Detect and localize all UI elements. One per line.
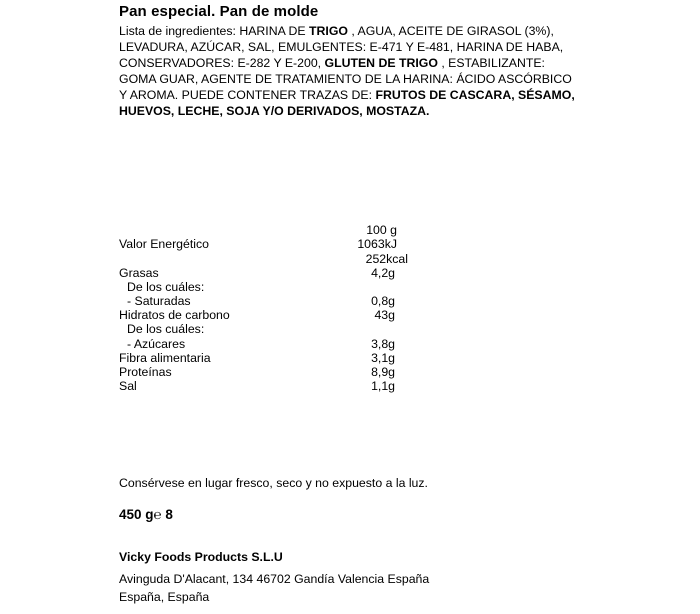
- energy-kj-value: 1063kJ: [357, 237, 397, 251]
- protein-value: 8,9g: [371, 365, 395, 379]
- fibre-label: Fibra alimentaria: [119, 351, 211, 365]
- energy-label: Valor Energético: [119, 237, 209, 251]
- allergen-text: GLUTEN DE TRIGO: [324, 55, 438, 70]
- carbs-of-which-label: De los cuáles:: [127, 322, 205, 336]
- address-line-2: España, España: [119, 590, 210, 604]
- fat-label: Grasas: [119, 266, 159, 280]
- salt-label: Sal: [119, 379, 137, 393]
- company-name: Vicky Foods Products S.L.U: [119, 550, 283, 564]
- product-title: Pan especial. Pan de molde: [119, 3, 319, 20]
- sugars-label: - Azúcares: [127, 337, 186, 351]
- saturated-label: - Saturadas: [127, 294, 191, 308]
- carbs-label: Hidratos de carbono: [119, 308, 230, 322]
- sugars-value: 3,8g: [371, 337, 395, 351]
- ingredient-text: Lista de ingredientes: HARINA DE: [119, 24, 310, 38]
- carbs-value: 43g: [374, 308, 395, 322]
- net-weight: 450 g℮ 8: [119, 507, 173, 522]
- fat-value: 4,2g: [371, 266, 395, 280]
- protein-label: Proteínas: [119, 365, 172, 379]
- saturated-value: 0,8g: [371, 294, 395, 308]
- company-address: [119, 570, 429, 606]
- address-line-1: Avinguda D'Alacant, 134 46702 Gandía Valencia España: [119, 572, 430, 586]
- salt-value: 1,1g: [371, 379, 395, 393]
- fat-of-which-label: De los cuáles:: [127, 280, 205, 294]
- fibre-value: 3,1g: [371, 351, 395, 365]
- allergen-text: TRIGO: [309, 24, 348, 38]
- ingredient-text: , AGUA, ACEITE DE GIRASOL (3%), LEVADURA, AZÚCAR, SAL, EMULGENTES: E-471 Y E-481, HARINA DE HABA, CONSERVADORES: E-282 Y E-200,: [119, 24, 564, 70]
- energy-kcal-value: 252kcal: [365, 252, 408, 266]
- ingredient-text: , ESTABILIZANTE: GOMA GUAR, AGENTE DE TRATAMIENTO DE LA HARINA: ÁCIDO ASCÓRBICO Y AROMA. PUEDE CONTENER TRAZAS DE:: [119, 55, 572, 102]
- allergen-text: FRUTOS DE CASCARA, SÉSAMO, HUEVOS, LECHE, SOJA Y/O DERIVADOS, MOSTAZA.: [119, 87, 575, 118]
- storage-instructions: Consérvese en lugar fresco, seco y no expuesto a la luz.: [119, 476, 428, 490]
- ingredients-list: [119, 24, 579, 119]
- nutrition-per-header: 100 g: [366, 223, 397, 237]
